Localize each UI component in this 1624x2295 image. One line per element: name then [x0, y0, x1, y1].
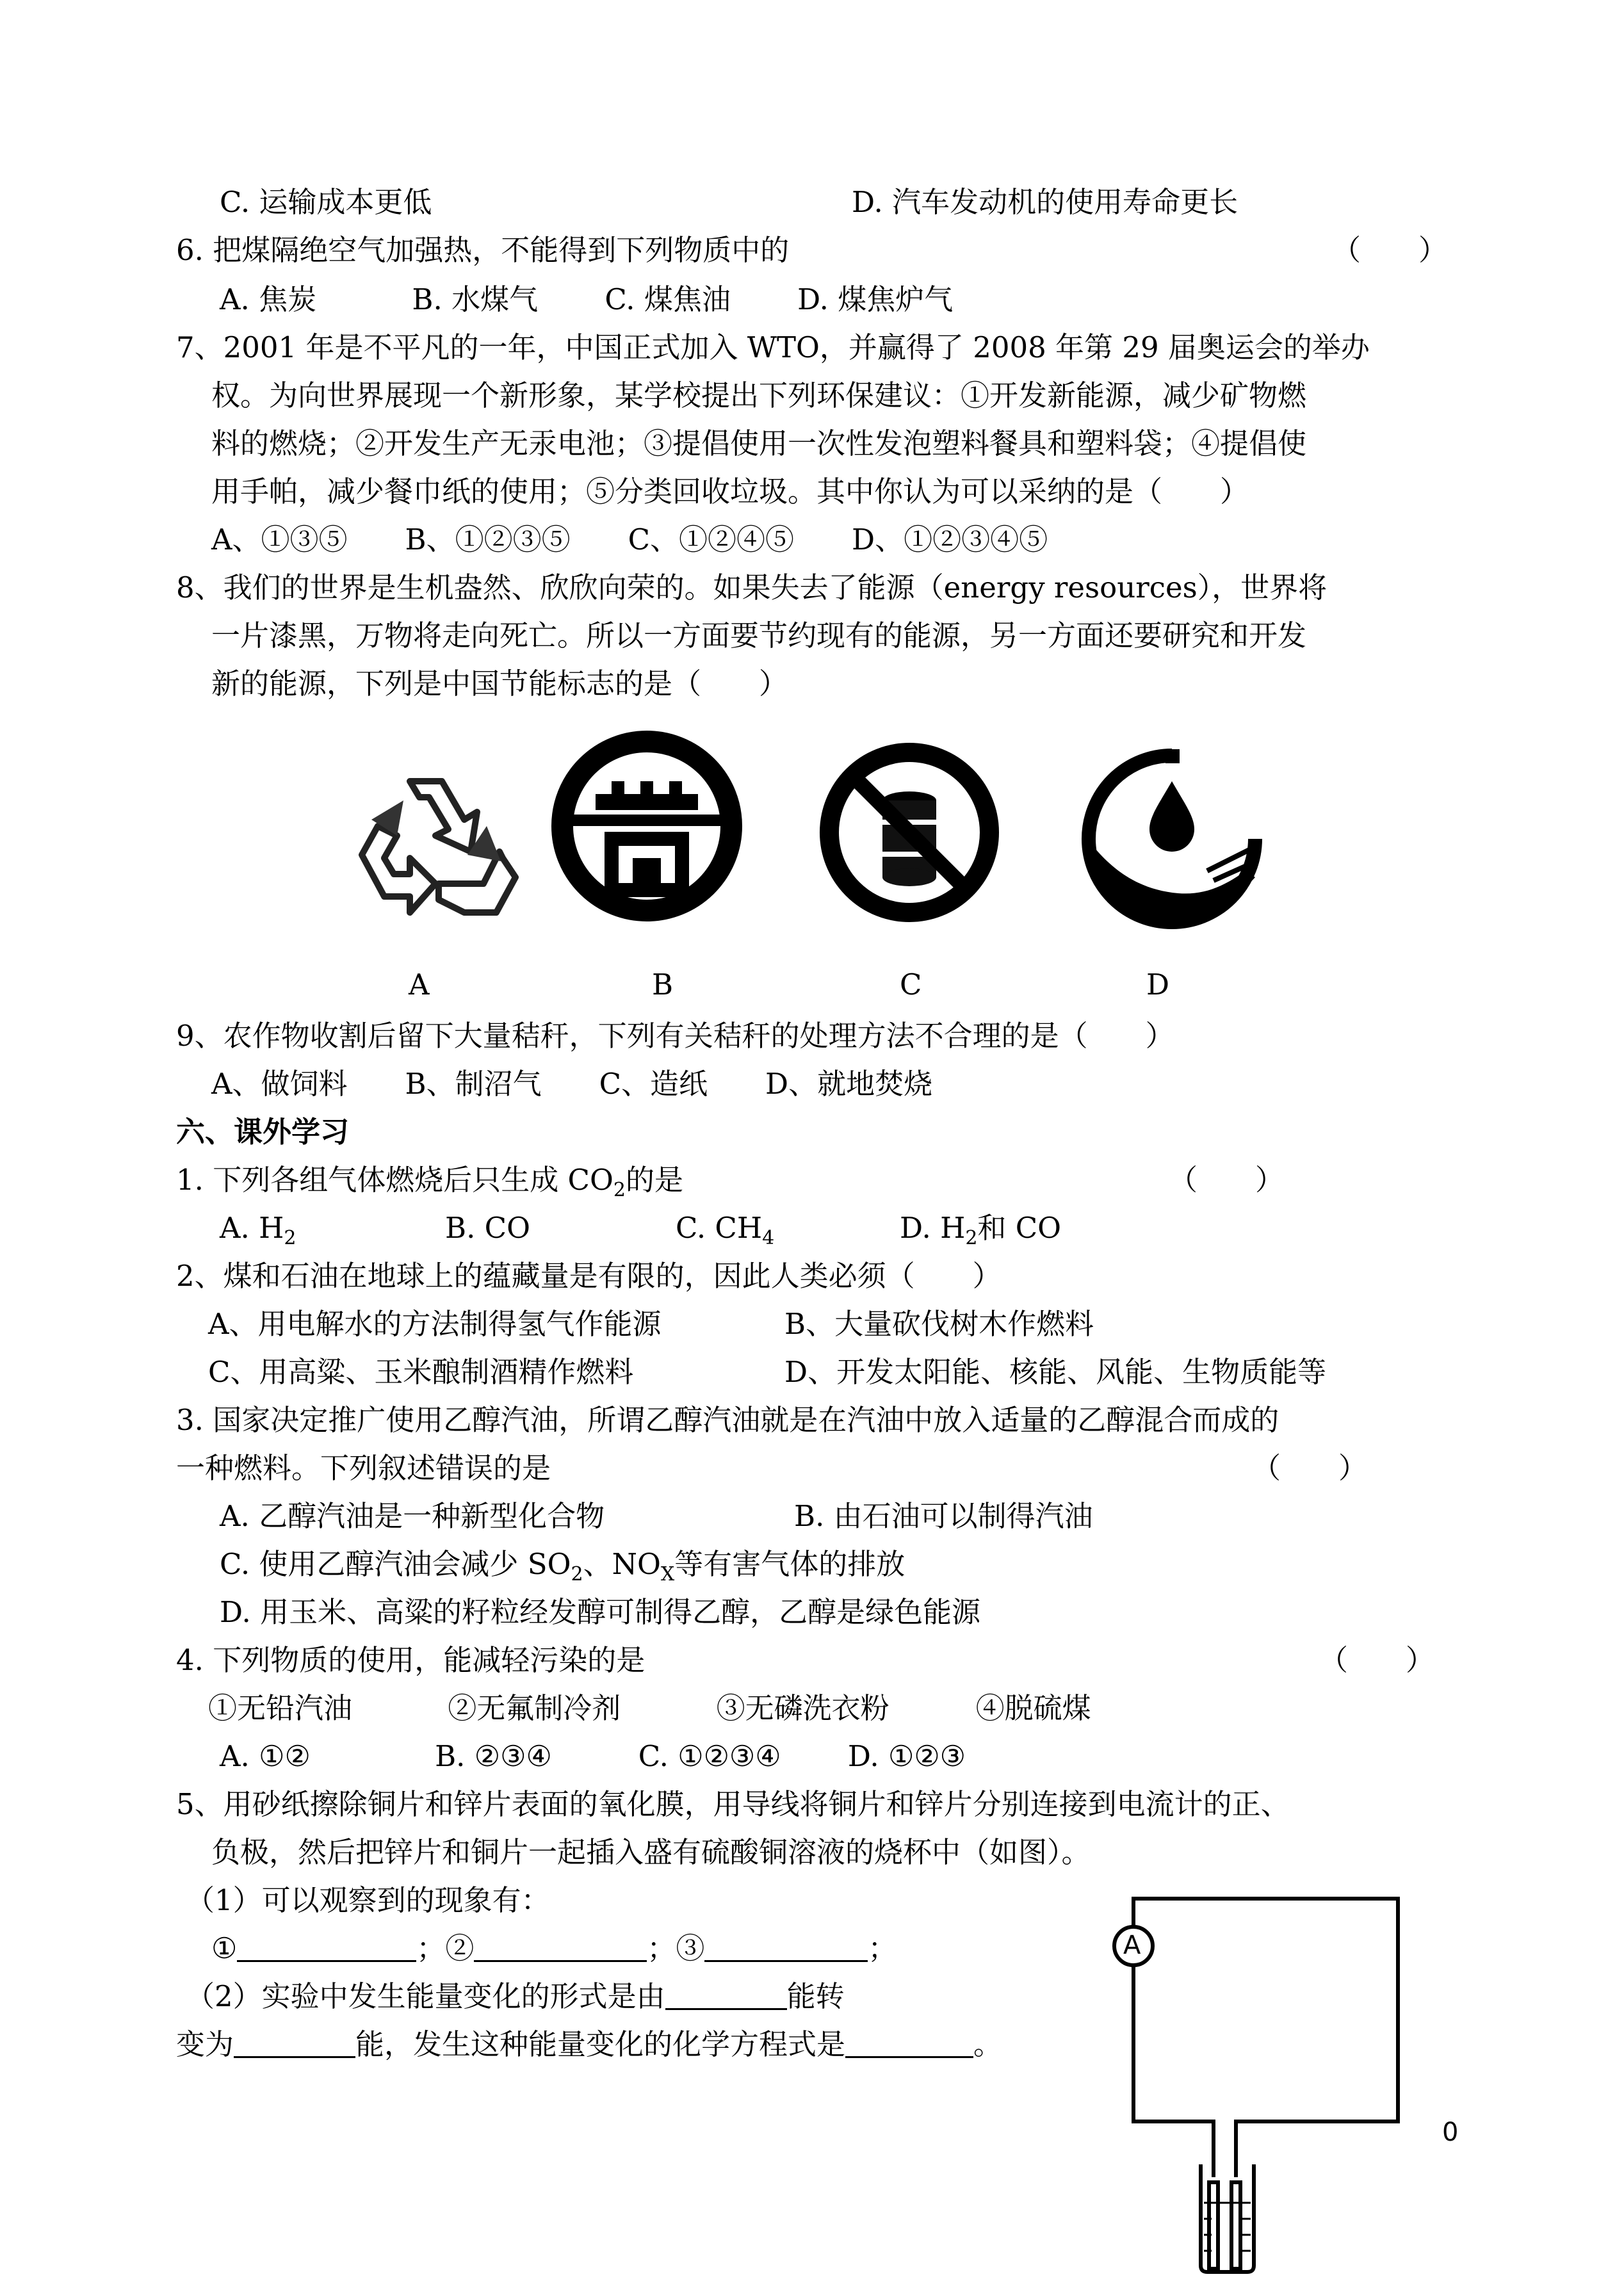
e3-option-c [220, 1546, 905, 1585]
e5-blank-2-label: ；② [416, 1931, 475, 1965]
q9-options: A、做饲料 B、制沼气 C、造纸 D、就地焚烧 [211, 1067, 933, 1101]
e1-option-d [900, 1210, 1062, 1249]
e3-c-sub-x: X [660, 1563, 675, 1585]
e1-option-c [676, 1210, 775, 1249]
page-number: 0 [1442, 2118, 1459, 2147]
e2-option-d: D、开发太阳能、核能、风能、生物质能等 [784, 1355, 1327, 1389]
e5-sub-2-text: （2）实验中发生能量变化的形式是由 [186, 1979, 665, 2013]
logo-label-d: D [1146, 968, 1170, 1002]
e3-c-end: 等有害气体的排放 [674, 1547, 905, 1581]
e3-c-sub-2: 2 [571, 1563, 583, 1585]
logo-a-recycle-icon [333, 756, 519, 929]
e5-blanks-row [211, 1931, 897, 1967]
e3-answer-paren: （ ） [1252, 1451, 1368, 1485]
q7-line-1: 7、2001 年是不平凡的一年，中国正式加入 WTO，并赢得了 2008 年第 29 届奥运会的举办 [176, 330, 1370, 364]
e5-sub-3-text: 变为 [176, 2027, 234, 2061]
e4-options: A. ①② B. ②③④ C. ①②③④ D. ①②③ [220, 1739, 966, 1773]
e1-stem [176, 1162, 683, 1201]
e5-line-2: 负极，然后把锌片和铜片一起插入盛有硫酸铜溶液的烧杯中（如图）。 [211, 1835, 1091, 1869]
q8-line-1: 8、我们的世界是生机盎然、欣欣向荣的。如果失去了能源（energy resources），世界将 [176, 571, 1328, 604]
e4-stem: 4. 下列物质的使用，能减轻污染的是 [176, 1643, 646, 1677]
logo-label-a: A [409, 968, 430, 1002]
e5-sub-3 [176, 2027, 1002, 2063]
q5-option-c: C. 运输成本更低 [220, 185, 432, 219]
e5-sub-1: （1）可以观察到的现象有： [186, 1883, 550, 1917]
e5-blank-energy-from[interactable] [665, 1980, 787, 2010]
e3-c-mid: 、NO [583, 1547, 661, 1581]
q7-line-4: 用手帕，减少餐巾纸的使用；⑤分类回收垃圾。其中你认为可以采纳的是（ ） [211, 474, 1249, 508]
e5-blank-end: ； [868, 1931, 897, 1965]
q6-answer-paren: （ ） [1332, 233, 1448, 267]
e1-d-text: D. H [900, 1211, 966, 1245]
e1-stem-end: 的是 [625, 1163, 683, 1197]
e5-sub-2-end: 能转 [786, 1979, 845, 2013]
e1-stem-text: 1. 下列各组气体燃烧后只生成 CO [176, 1163, 613, 1197]
q7-line-2: 权。为向世界展现一个新形象，某学校提出下列环保建议：①开发新能源，减少矿物燃 [211, 378, 1307, 412]
e5-blank-1[interactable] [237, 1932, 416, 1962]
e5-blank-2[interactable] [474, 1932, 647, 1962]
e5-sub-3-mid: 能，发生这种能量变化的化学方程式是 [355, 2027, 846, 2061]
q6-options: A. 焦炭 B. 水煤气 C. 煤焦油 D. 煤焦炉气 [220, 282, 954, 316]
e3-c-text: C. 使用乙醇汽油会减少 SO [220, 1547, 571, 1581]
q9-stem: 9、农作物收割后留下大量秸秆，下列有关秸秆的处理方法不合理的是（ ） [176, 1019, 1174, 1053]
e4-answer-paren: （ ） [1319, 1643, 1435, 1677]
q5-option-d: D. 汽车发动机的使用寿命更长 [852, 185, 1238, 219]
q8-line-2: 一片漆黑，万物将走向死亡。所以一方面要节约现有的能源，另一方面还要研究和开发 [211, 619, 1307, 653]
e5-sub-2 [186, 1979, 845, 2015]
e1-a-text: A. H [220, 1211, 284, 1245]
logo-label-b: B [652, 968, 674, 1002]
circuit-diagram [1101, 1883, 1409, 2292]
e1-a-sub: 2 [284, 1227, 296, 1249]
e3-line-1: 3. 国家决定推广使用乙醇汽油，所谓乙醇汽油就是在汽油中放入适量的乙醇混合而成的 [176, 1403, 1279, 1437]
ammeter-symbol: A [1123, 1931, 1141, 1960]
e3-option-a: A. 乙醇汽油是一种新型化合物 [220, 1499, 605, 1533]
e5-blank-3[interactable] [704, 1932, 868, 1962]
e5-sub-3-end: 。 [973, 2027, 1003, 2061]
e2-option-b: B、大量砍伐树木作燃料 [784, 1307, 1094, 1341]
e1-d-end: 和 CO [977, 1211, 1062, 1245]
logo-b-energy-saving-icon [551, 730, 743, 922]
e5-blank-energy-to[interactable] [234, 2028, 355, 2058]
e1-option-a [220, 1210, 296, 1249]
q7-options: A、①③⑤ B、①②③⑤ C、①②④⑤ D、①②③④⑤ [211, 523, 1048, 556]
e1-answer-paren: （ ） [1169, 1163, 1285, 1197]
e1-c-sub: 4 [762, 1227, 775, 1249]
e2-option-c: C、用高粱、玉米酿制酒精作燃料 [208, 1355, 634, 1389]
e2-stem: 2、煤和石油在地球上的蕴藏量是有限的，因此人类必须（ ） [176, 1259, 1002, 1293]
e1-d-sub: 2 [965, 1227, 978, 1249]
logo-c-no-oil-barrel-icon [813, 730, 1005, 929]
e3-option-d: D. 用玉米、高粱的籽粒经发醇可制得乙醇，乙醇是绿色能源 [220, 1595, 981, 1629]
logo-label-c: C [900, 968, 922, 1002]
q8-line-3: 新的能源，下列是中国节能标志的是（ ） [211, 667, 788, 701]
e3-option-b: B. 由石油可以制得汽油 [794, 1499, 1093, 1533]
e2-option-a: A、用电解水的方法制得氢气作能源 [208, 1307, 662, 1341]
e5-blank-1-label: ① [211, 1931, 238, 1965]
e5-blank-3-label: ；③ [647, 1931, 705, 1965]
e5-blank-equation[interactable] [845, 2028, 973, 2058]
q7-line-3: 料的燃烧；②开发生产无汞电池；③提倡使用一次性发泡塑料餐具和塑料袋；④提倡使 [211, 426, 1307, 460]
e1-subscript: 2 [613, 1179, 626, 1201]
logo-d-water-drop-hand-icon [1076, 743, 1268, 935]
e4-items: ①无铅汽油 ②无氟制冷剂 ③无磷洗衣粉 ④脱硫煤 [208, 1691, 1091, 1725]
e5-line-1: 5、用砂纸擦除铜片和锌片表面的氧化膜，用导线将铜片和锌片分别连接到电流计的正、 [176, 1787, 1290, 1821]
section-heading: 六、课外学习 [176, 1115, 350, 1149]
e1-c-text: C. CH [676, 1211, 763, 1245]
e1-option-b: B. CO [445, 1211, 531, 1245]
q6-stem: 6. 把煤隔绝空气加强热，不能得到下列物质中的 [176, 233, 790, 267]
e3-line-2: 一种燃料。下列叙述错误的是 [176, 1451, 551, 1485]
